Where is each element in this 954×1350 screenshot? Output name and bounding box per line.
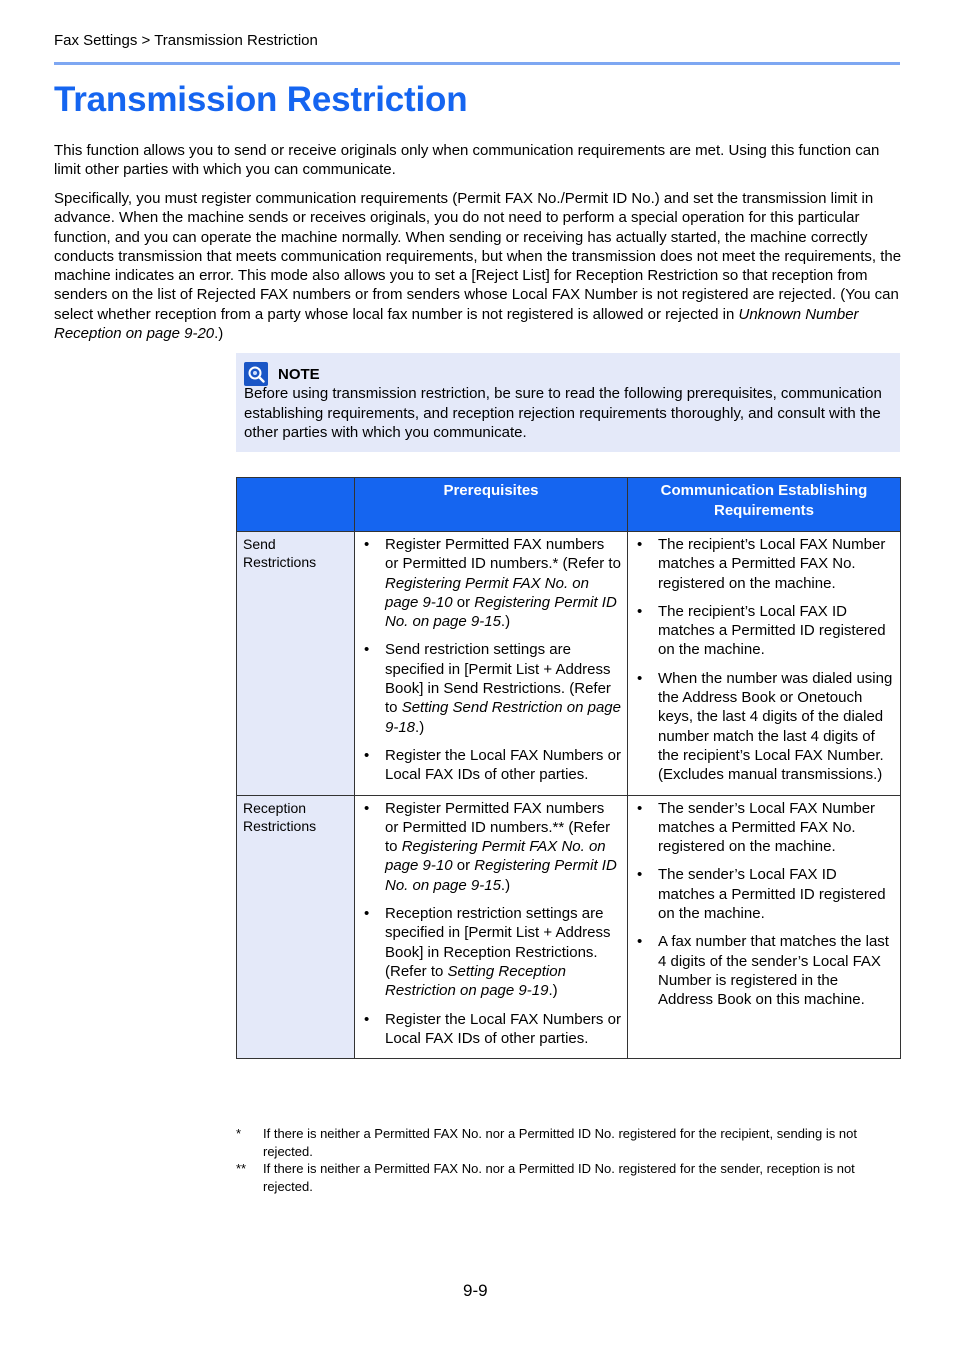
page-title: Transmission Restriction bbox=[54, 80, 468, 119]
reception-requirements-cell bbox=[628, 795, 901, 1059]
item-text: Register Permitted FAX numbers or Permitted ID numbers.** (Refer to bbox=[385, 799, 611, 856]
send-requirements-list bbox=[634, 535, 894, 785]
reception-requirements-list bbox=[634, 799, 894, 1010]
note-magnifier-icon bbox=[244, 362, 268, 386]
note-label: NOTE bbox=[278, 365, 320, 383]
note-header bbox=[244, 362, 320, 386]
note-text: Before using transmission restriction, be sure to read the following prerequisites, communication establishing requirements, and reception rejection requirements thoroughly, and consult with the other parties with which you communicate. bbox=[244, 385, 882, 441]
header-rule bbox=[54, 62, 900, 65]
table-header-prerequisites: Prerequisites bbox=[355, 478, 628, 532]
item-text: or bbox=[452, 593, 475, 611]
footnote-text: If there is neither a Permitted FAX No. nor a Permitted ID No. registered for the sender, reception is not rejected. bbox=[263, 1161, 855, 1194]
registering-permit-id-link[interactable]: Registering Permit ID No. on page 9-15 bbox=[385, 857, 617, 894]
footnote-2 bbox=[236, 1160, 900, 1195]
list-item bbox=[361, 904, 621, 1000]
table-row bbox=[237, 795, 901, 1059]
note-box bbox=[236, 353, 900, 452]
intro-paragraph-2-end: .) bbox=[214, 325, 224, 343]
footnote-text: If there is neither a Permitted FAX No. nor a Permitted ID No. registered for the recipient, sending is not rejected. bbox=[263, 1126, 857, 1159]
item-text: or bbox=[452, 857, 475, 875]
table-header-empty bbox=[237, 478, 355, 532]
setting-send-restriction-link[interactable]: Setting Send Restriction on page 9-18 bbox=[385, 699, 621, 736]
list-item: • The sender’s Local FAX Number matches a Permitted FAX No. registered on the machine. bbox=[634, 799, 894, 857]
list-item: • The recipient’s Local FAX Number matches a Permitted FAX No. registered on the machine. bbox=[634, 535, 894, 593]
send-requirements-cell bbox=[628, 532, 901, 796]
list-item: • A fax number that matches the last 4 digits of the sender’s Local FAX Number is registered in the Address Book on this machine. bbox=[634, 932, 894, 1009]
list-item: • Register the Local FAX Numbers or Local FAX IDs of other parties. bbox=[361, 746, 621, 785]
list-item: • Register the Local FAX Numbers or Local FAX IDs of other parties. bbox=[361, 1010, 621, 1049]
footnote-mark: ** bbox=[236, 1161, 247, 1176]
item-text: Register Permitted FAX numbers or Permitted ID numbers.* (Refer to bbox=[385, 536, 621, 573]
intro-paragraph-2-text: Specifically, you must register communication requirements (Permit FAX No./Permit ID No.) and set the transmission limit in advance. When the machine sends or receives originals, you do not need to perform a special operation for this particular function, and you can operate the machine normally. When sending or receiving has actually started, the machine correctly conducts transmission that meets communication requirements, but when the transmission does not meet the requirements, the machine indicates an error. This mode also allows you to set a [Reject List] for Reception Restriction so that reception from senders on the list of Rejected FAX numbers or from senders whose Local FAX Number is not registered are rejected. (You can select whether reception from a party whose local fax number is not registered is allowed or rejected in bbox=[54, 190, 902, 323]
page-number: 9-9 bbox=[463, 1281, 488, 1300]
send-prerequisites-cell bbox=[355, 532, 628, 796]
table-row bbox=[237, 532, 901, 796]
footnote-1 bbox=[236, 1125, 900, 1160]
registering-permit-fax-link[interactable]: Registering Permit FAX No. on page 9-10 bbox=[385, 574, 589, 611]
row-label-send: Send Restrictions bbox=[237, 532, 355, 796]
reception-prerequisites-cell bbox=[355, 795, 628, 1059]
reception-prerequisites-list bbox=[361, 799, 621, 1049]
footnote-mark: * bbox=[236, 1126, 242, 1141]
breadcrumb: Fax Settings > Transmission Restriction bbox=[54, 32, 318, 49]
list-item: • The sender’s Local FAX ID matches a Permitted ID registered on the machine. bbox=[634, 865, 894, 923]
list-item: • The recipient’s Local FAX ID matches a Permitted ID registered on the machine. bbox=[634, 602, 894, 660]
row-label-reception: Reception Restrictions bbox=[237, 795, 355, 1059]
list-item bbox=[361, 640, 621, 736]
registering-permit-id-link[interactable]: Registering Permit ID No. on page 9-15 bbox=[385, 593, 617, 631]
table-header-row bbox=[237, 478, 901, 532]
unknown-number-reception-link[interactable]: Unknown Number Reception on page 9-20 bbox=[54, 305, 859, 343]
setting-reception-restriction-link[interactable]: Setting Reception Restriction on page 9-19 bbox=[385, 962, 566, 1000]
list-item bbox=[361, 535, 621, 631]
item-text: .) bbox=[500, 613, 511, 631]
intro-paragraph-1: This function allows you to send or receive originals only when communication requirements are met. Using this function can limit other parties with which you can communicate. bbox=[54, 142, 880, 179]
item-text: .) bbox=[548, 982, 558, 1000]
item-text: .) bbox=[500, 876, 511, 894]
item-text: .) bbox=[415, 718, 425, 736]
item-text: Send restriction settings are specified in [Permit List + Address Book] in Send Restrictions. (Refer to bbox=[385, 641, 611, 717]
intro-paragraph-2 bbox=[54, 189, 904, 343]
send-prerequisites-list bbox=[361, 535, 621, 785]
list-item bbox=[361, 799, 621, 895]
registering-permit-fax-link[interactable]: Registering Permit FAX No. on page 9-10 bbox=[385, 838, 606, 875]
restriction-table bbox=[236, 477, 901, 1059]
item-text: Reception restriction settings are specified in [Permit List + Address Book] in Reception Restrictions. (Refer to bbox=[385, 905, 611, 980]
list-item: • When the number was dialed using the Address Book or Onetouch keys, the last 4 digits of the dialed number match the last 4 digits of the recipient’s Local FAX Number. (Excludes manual transmissions.) bbox=[634, 669, 894, 785]
table-header-requirements: Communication Establishing Requirements bbox=[628, 478, 901, 532]
